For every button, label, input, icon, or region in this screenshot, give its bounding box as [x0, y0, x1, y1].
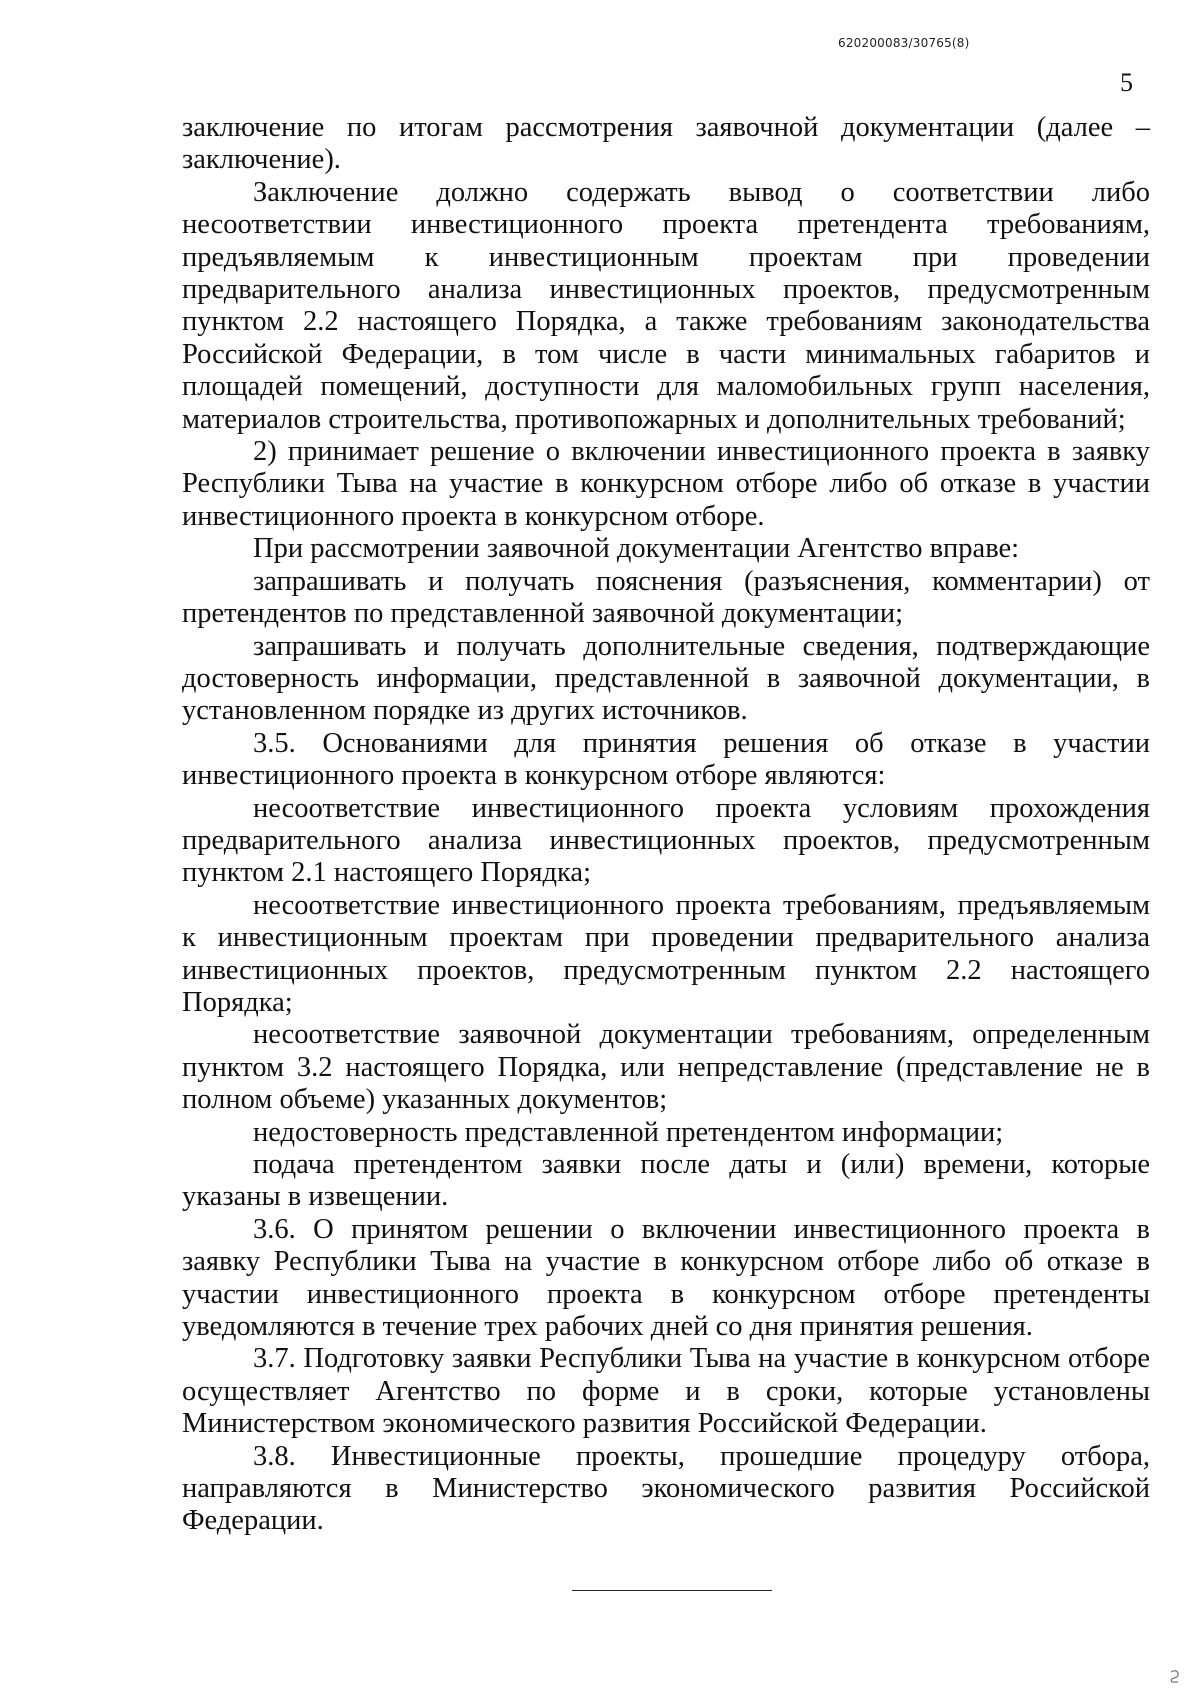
paragraph-continuation: заключение по итогам рассмотрения заявочной документации (далее – заключение).: [182, 112, 1150, 176]
paragraph-request-information: запрашивать и получать дополнительные сведения, подтверждающие достоверность информации, представленной в заявочной документации, в установленном порядке из других источников.: [182, 630, 1150, 727]
paragraph-section-3-6: 3.6. О принятом решении о включении инвестиционного проекта в заявку Республики Тыва на участие в конкурсном отборе либо об отказе в участии инвестиционного проекта в конкурсном отборе претенденты уведомляются в течение трех рабочих дней со дня принятия решения.: [182, 1213, 1150, 1343]
paragraph-ground-late-submission: подача претендентом заявки после даты и (или) времени, которые указаны в извещении.: [182, 1149, 1150, 1213]
closing-divider: [572, 1590, 772, 1591]
document-body: [182, 112, 1150, 1538]
paragraph-ground-requirements: несоответствие инвестиционного проекта требованиям, предъявляемым к инвестиционным проектам при проведении предварительного анализа инвестиционных проектов, предусмотренным пунктом 2.2 настоящего Порядка;: [182, 889, 1150, 1018]
paragraph-ground-unreliable: недостоверность представленной претендентом информации;: [253, 1116, 1004, 1148]
page-number: 5: [1120, 68, 1133, 97]
paragraph-ground-conditions: несоответствие инвестиционного проекта условиям прохождения предварительного анализа инвестиционных проектов, предусмотренным пунктом 2.1 настоящего Порядка;: [182, 792, 1150, 889]
paragraph-ground-documentation: несоответствие заявочной документации требованиям, определенным пунктом 3.2 настоящего Порядка, или непредставление (представление не в полном объеме) указанных документов;: [182, 1019, 1150, 1116]
paragraph-request-explanations: запрашивать и получать пояснения (разъяснения, комментарии) от претендентов по представленной заявочной документации;: [182, 565, 1150, 630]
document-id: 620200083/30765(8): [838, 36, 970, 50]
scan-artifact-mark: [1168, 1668, 1182, 1684]
paragraph-section-3-8: 3.8. Инвестиционные проекты, прошедшие процедуру отбора, направляются в Министерство экономического развития Российской Федерации.: [182, 1440, 1150, 1537]
paragraph-section-3-5: 3.5. Основаниями для принятия решения об отказе в участии инвестиционного проекта в конкурсном отборе являются:: [182, 727, 1150, 792]
paragraph-section-3-7: 3.7. Подготовку заявки Республики Тыва на участие в конкурсном отборе осуществляет Агентство по форме и в сроки, которые установлены Министерством экономического развития Российской Федерации.: [182, 1343, 1150, 1440]
scan-artifact-icon: [1168, 1668, 1182, 1684]
paragraph-agency-rights: При рассмотрении заявочной документации Агентство вправе:: [253, 533, 1020, 565]
paragraph-item-2: 2) принимает решение о включении инвестиционного проекта в заявку Республики Тыва на участие в конкурсном отборе либо об отказе в участии инвестиционного проекта в конкурсном отборе.: [182, 436, 1150, 532]
paragraph-conclusion-content: Заключение должно содержать вывод о соответствии либо несоответствии инвестиционного проекта претендента требованиям, предъявляемым к инвестиционным проектам при проведении предварительного анализа инвестиционных проектов, предусмотренным пунктом 2.2 настоящего Порядка, а также требованиям законодательства Российской Федерации, в том числе в части минимальных габаритов и площадей помещений, доступности для маломобильных групп населения, материалов строительства, противопожарных и дополнительных требований;: [182, 176, 1150, 435]
